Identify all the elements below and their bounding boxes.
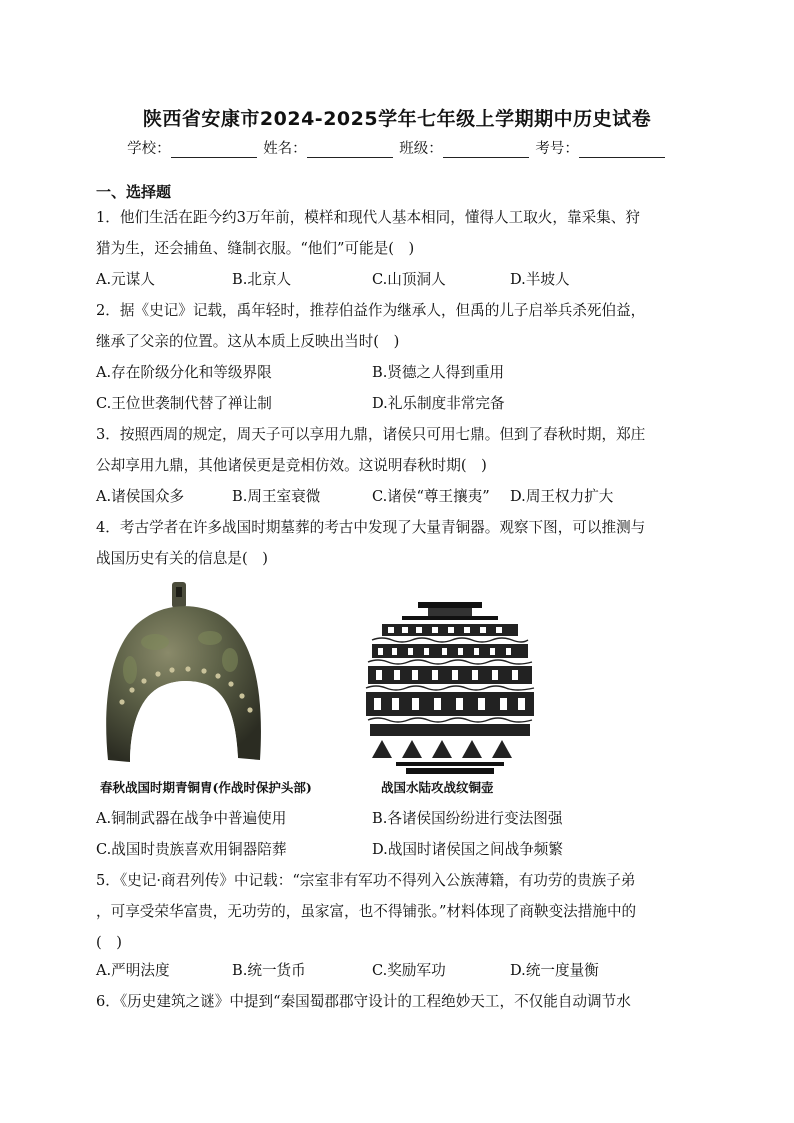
- bronze-helmet-image: [100, 580, 270, 776]
- question-3-line-1: 3．按照西周的规定，周天子可以享用九鼎，诸侯只可用七鼎。但到了春秋时期，郑庄: [96, 426, 646, 443]
- question-1-option-c[interactable]: C.山顶洞人: [372, 271, 446, 288]
- question-4-option-b[interactable]: B.各诸侯国纷纷进行变法图强: [372, 810, 563, 827]
- name-label: 姓名：: [263, 141, 307, 157]
- bronze-pot-image: [362, 600, 538, 776]
- question-6-line-1: 6．《历史建筑之谜》中提到“秦国蜀郡郡守设计的工程绝妙天工，不仅能自动调节水: [96, 993, 631, 1010]
- helmet-caption: 春秋战国时期青铜胄(作战时保护头部): [100, 780, 312, 795]
- exam-number-label: 考号：: [535, 141, 579, 157]
- question-3-option-b[interactable]: B.周王室衰微: [232, 488, 321, 505]
- pot-caption: 战国水陆攻战纹铜壶: [381, 780, 494, 795]
- question-4-line-1: 4．考古学者在许多战国时期墓葬的考古中发现了大量青铜器。观察下图，可以推测与: [96, 519, 646, 536]
- question-5-line-2: ，可享受荣华富贵，无功劳的，虽家富，也不得铺张。”材料体现了商鞅变法措施中的: [96, 903, 637, 920]
- name-blank[interactable]: [307, 143, 393, 158]
- school-label: 学校：: [127, 141, 171, 157]
- question-2-option-a[interactable]: A.存在阶级分化和等级界限: [96, 364, 272, 381]
- question-2-option-d[interactable]: D.礼乐制度非常完备: [372, 395, 505, 412]
- class-label: 班级：: [399, 141, 443, 157]
- class-blank[interactable]: [443, 143, 529, 158]
- question-1-line-1: 1．他们生活在距今约3万年前，模样和现代人基本相同，懂得人工取火，靠采集、狩: [96, 209, 640, 226]
- exam-number-blank[interactable]: [579, 143, 665, 158]
- question-1-option-d[interactable]: D.半坡人: [510, 271, 570, 288]
- question-3-option-c[interactable]: C.诸侯“尊王攘夷”: [372, 488, 490, 505]
- question-2-line-1: 2．据《史记》记载，禹年轻时，推荐伯益作为继承人，但禹的儿子启举兵杀死伯益，: [96, 302, 646, 319]
- question-2-line-2: 继承了父亲的位置。这从本质上反映出当时( ): [96, 333, 400, 350]
- question-5-option-a[interactable]: A.严明法度: [96, 962, 170, 979]
- student-info-row: [0, 137, 794, 158]
- question-4-option-d[interactable]: D.战国时诸侯国之间战争频繁: [372, 841, 563, 858]
- question-3-option-a[interactable]: A.诸侯国众多: [96, 488, 185, 505]
- question-1-option-a[interactable]: A.元谋人: [96, 271, 155, 288]
- school-blank[interactable]: [171, 143, 257, 158]
- section-title: 一、选择题: [96, 183, 172, 201]
- question-3-line-2: 公却享用九鼎，其他诸侯更是竞相仿效。这说明春秋时期( ): [96, 457, 487, 474]
- exam-title: 陕西省安康市2024-2025学年七年级上学期期中历史试卷: [142, 108, 652, 130]
- question-1-line-2: 猎为生，还会捕鱼、缝制衣服。“他们”可能是( ): [96, 240, 415, 257]
- question-4-line-2: 战国历史有关的信息是( ): [96, 550, 268, 567]
- question-5-option-b[interactable]: B.统一货币: [232, 962, 306, 979]
- question-3-option-d[interactable]: D.周王权力扩大: [510, 488, 614, 505]
- question-4-option-a[interactable]: A.铜制武器在战争中普遍使用: [96, 810, 287, 827]
- question-5-option-d[interactable]: D.统一度量衡: [510, 962, 599, 979]
- question-5-line-3: ( ): [96, 934, 122, 951]
- question-5-option-c[interactable]: C.奖励军功: [372, 962, 446, 979]
- question-2-option-c[interactable]: C.王位世袭制代替了禅让制: [96, 395, 272, 412]
- question-5-line-1: 5．《史记·商君列传》中记载：“宗室非有军功不得列入公族薄籍，有功劳的贵族子弟: [96, 872, 636, 889]
- question-2-option-b[interactable]: B.贤德之人得到重用: [372, 364, 505, 381]
- question-1-option-b[interactable]: B.北京人: [232, 271, 292, 288]
- question-4-option-c[interactable]: C.战国时贵族喜欢用铜器陪葬: [96, 841, 287, 858]
